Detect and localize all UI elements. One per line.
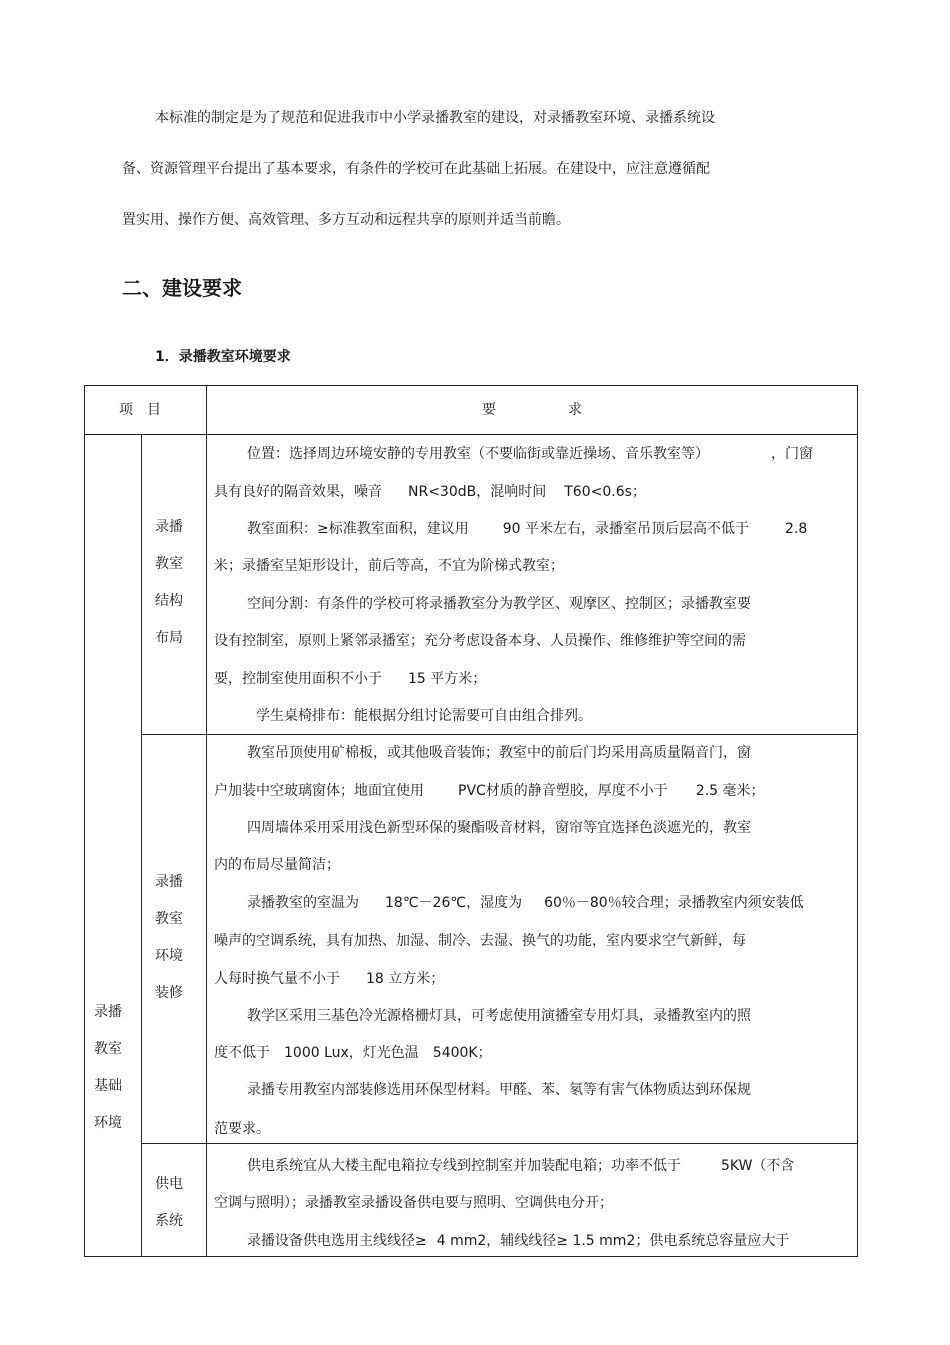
- subsection-title: 1．录播教室环境要求: [155, 349, 291, 365]
- category-label-line: 录播: [94, 1004, 122, 1020]
- intro-line-2: 备、资源管理平台提出了基本要求，有条件的学校可在此基础上拓展。在建设中，应注意遵循配: [122, 161, 710, 177]
- table-border-top: [84, 385, 858, 386]
- group-label-structure: [155, 509, 183, 657]
- group-label-power: [155, 1166, 183, 1240]
- table-group-divider-1: [141, 734, 858, 735]
- table-col-divider-1: [141, 434, 142, 1257]
- table-border-bottom: [84, 1256, 858, 1257]
- section-title: 二、建设要求: [122, 276, 242, 300]
- group-label-line: 结构: [155, 593, 183, 609]
- category-label-line: 基础: [94, 1078, 122, 1094]
- req-line: 人每时换气量不小于 18 立方米；: [214, 971, 445, 987]
- group-label-decoration: [155, 864, 183, 1012]
- group-label-line: 布局: [155, 630, 183, 646]
- table-header-divider: [84, 434, 858, 435]
- group-label-line: 录播: [155, 874, 183, 890]
- req-line: 录播教室的室温为 18℃－26℃，湿度为 60％－80％较合理；录播教室内须安装低: [247, 895, 804, 911]
- req-line: 录播专用教室内部装修选用环保型材料。甲醛、苯、氡等有害气体物质达到环保规: [247, 1082, 751, 1098]
- header-item: 项 目: [119, 402, 161, 418]
- req-line: 教室面积：≥标准教室面积，建议用 90 平米左右，录播室吊顶后层高不低于 2.8: [247, 521, 808, 537]
- group-label-line: 录播: [155, 519, 183, 535]
- req-line: 具有良好的隔音效果，噪音 NR<30dB，混响时间 T60<0.6s；: [214, 484, 646, 500]
- group-label-line: 环境: [155, 948, 183, 964]
- header-req-a: 要: [482, 402, 496, 418]
- group-label-line: 教室: [155, 556, 183, 572]
- table-col-divider-2: [206, 385, 207, 1257]
- header-req-b: 求: [568, 402, 582, 418]
- req-line: 度不低于 1000 Lux，灯光色温 5400K；: [214, 1045, 492, 1061]
- category-label-line: 环境: [94, 1115, 122, 1131]
- requirements-table: [84, 385, 858, 1257]
- group-label-line: 教室: [155, 911, 183, 927]
- req-line: 米；录播室呈矩形设计，前后等高，不宜为阶梯式教室；: [214, 558, 564, 574]
- req-line: 教室吊顶使用矿棉板，或其他吸音装饰；教室中的前后门均采用高质量隔音门，窗: [247, 745, 751, 761]
- req-line: 设有控制室，原则上紧邻录播室；充分考虑设备本身、人员操作、维修维护等空间的需: [214, 633, 746, 649]
- group-label-line: 装修: [155, 985, 183, 1001]
- intro-line-3: 置实用、操作方便、高效管理、多方互动和远程共享的原则并适当前瞻。: [122, 212, 570, 228]
- req-line: 教学区采用三基色冷光源格栅灯具，可考虑使用演播室专用灯具，录播教室内的照: [247, 1008, 751, 1024]
- intro-line-1: 本标准的制定是为了规范和促进我市中小学录播教室的建设，对录播教室环境、录播系统设: [155, 110, 715, 126]
- category-label-line: 教室: [94, 1041, 122, 1057]
- req-line: 位置：选择周边环境安静的专用教室（不要临街或靠近操场、音乐教室等） ，门窗: [247, 446, 813, 462]
- req-line: 范要求。: [214, 1121, 270, 1137]
- req-line: 噪声的空调系统，具有加热、加湿、制冷、去湿、换气的功能，室内要求空气新鲜，每: [214, 933, 746, 949]
- req-line: 学生桌椅排布：能根据分组讨论需要可自由组合排列。: [256, 708, 592, 724]
- table-group-divider-2: [141, 1143, 858, 1144]
- category-label: [94, 994, 122, 1142]
- req-line: 供电系统宜从大楼主配电箱拉专线到控制室并加装配电箱；功率不低于 5KW（不含: [247, 1158, 795, 1174]
- req-line: 内的布局尽量简洁；: [214, 857, 340, 873]
- req-line: 录播设备供电选用主线线径≥ 4 mm2，辅线线径≥ 1.5 mm2；供电系统总容量应大于: [247, 1233, 790, 1249]
- group-label-line: 系统: [155, 1213, 183, 1229]
- group-label-line: 供电: [155, 1176, 183, 1192]
- req-line: 四周墙体采用采用浅色新型环保的聚酯吸音材料，窗帘等宜选择色淡遮光的，教室: [247, 820, 751, 836]
- req-line: 空调与照明）；录播教室录播设备供电要与照明、空调供电分开；: [214, 1195, 613, 1211]
- table-border-left: [84, 385, 85, 1257]
- req-line: 要，控制室使用面积不小于 15 平方米；: [214, 671, 487, 687]
- req-line: 户加装中空玻璃窗体；地面宜使用 PVC材质的静音塑胶，厚度不小于 2.5 毫米；: [214, 783, 765, 799]
- req-line: 空间分割：有条件的学校可将录播教室分为教学区、观摩区、控制区；录播教室要: [247, 596, 751, 612]
- table-border-right: [857, 385, 858, 1257]
